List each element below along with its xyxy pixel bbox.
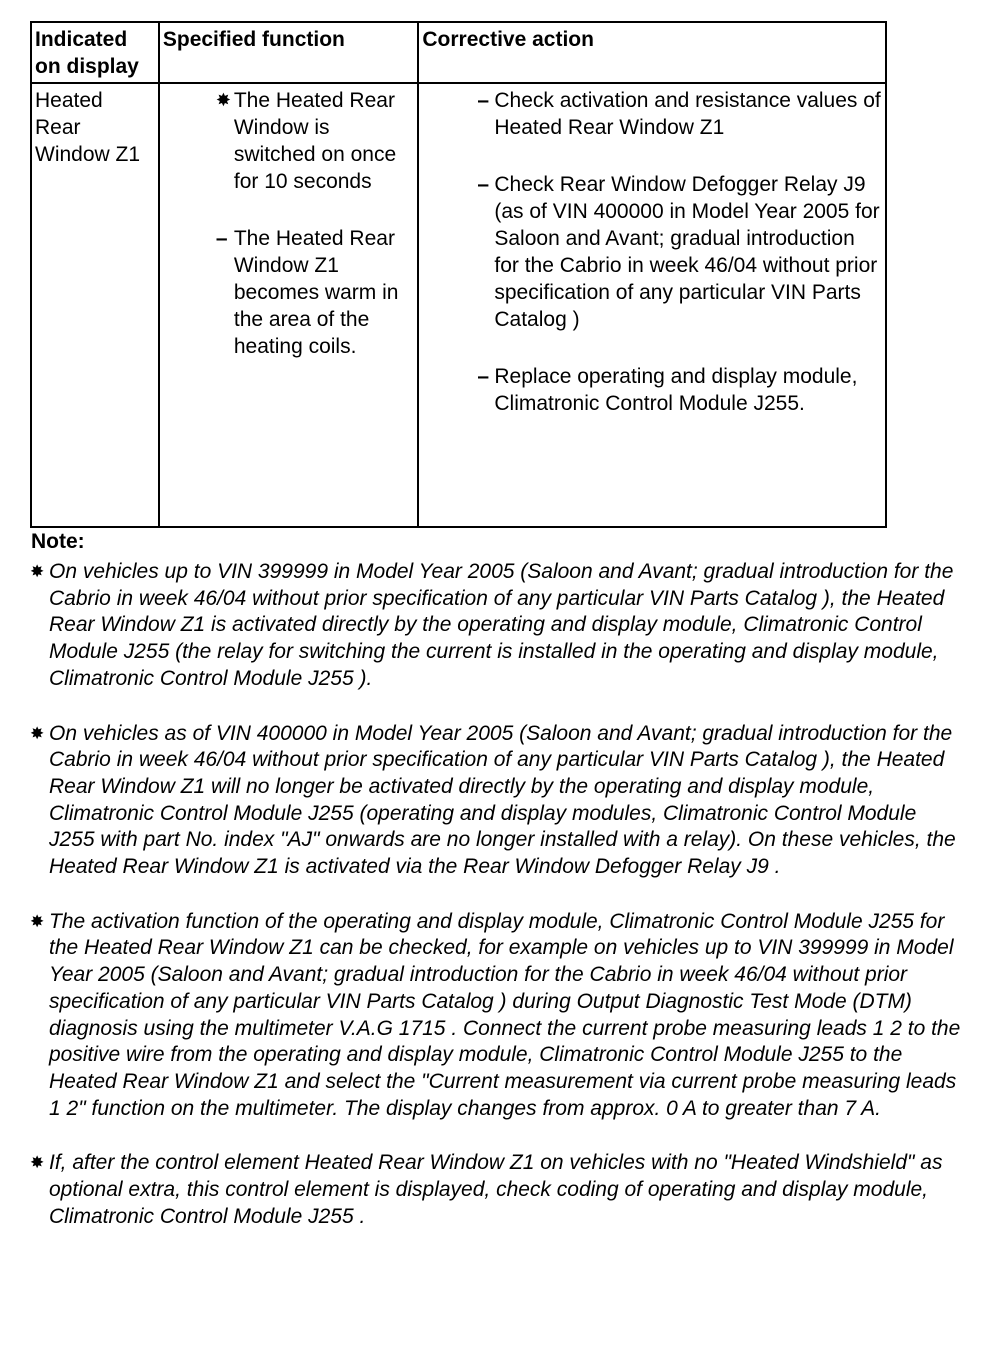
- note-list: [30, 559, 965, 1258]
- dash-bullet-icon: –: [477, 173, 490, 196]
- note-item: [30, 559, 965, 693]
- action-item: [422, 87, 881, 141]
- asterisk-bullet-icon: ✸: [30, 911, 45, 931]
- header-indicated-on-display: Indicated on display: [31, 22, 159, 83]
- function-text: The Heated Rear Window Z1 becomes warm in the area of the heating coils.: [233, 227, 399, 358]
- note-text: On vehicles as of VIN 400000 in Model Year 2005 (Saloon and Avant; gradual introduction for the Cabrio in week 46/04 without prior specification of any particular VIN Parts Catalog ), the Heated Rear Window Z1 will no longer be activated directly by the operating and display module, Climatronic Control Module J255 (operating and display modules, Climatronic Control Module J255 with part No. index "AJ" onwards are no longer installed with a relay). On these vehicles, the Heated Rear Window Z1 is activated via the Rear Window Defogger Relay J9 .: [49, 721, 956, 879]
- cell-indicated: Heated Rear Window Z1: [31, 83, 159, 527]
- table-header-row: [31, 22, 886, 83]
- action-text: Replace operating and display module, Climatronic Control Module J255.: [494, 365, 858, 415]
- cell-specified-function: [159, 83, 419, 527]
- note-item: [30, 909, 965, 1123]
- note-text: On vehicles up to VIN 399999 in Model Year 2005 (Saloon and Avant; gradual introduction for the Cabrio in week 46/04 without prior specification of any particular VIN Parts Catalog ), the Heated Rear Window Z1 is activated directly by the operating and display module, Climatronic Control Module J255 (the relay for switching the current is installed in the operating and display module, Climatronic Control Module J255 ).: [49, 560, 954, 690]
- cell-corrective-action: [418, 83, 886, 527]
- diagnosis-table: [30, 21, 887, 528]
- action-item: [422, 171, 881, 333]
- action-text: Check Rear Window Defogger Relay J9 (as of VIN 400000 in Model Year 2005 for Saloon and Avant; gradual introduction for the Cabrio in week 46/04 without prior specification of any particular VIN Parts Catalog ): [494, 173, 880, 331]
- function-item: [163, 225, 414, 360]
- action-item: [422, 363, 881, 417]
- function-item: [163, 87, 414, 195]
- header-corrective-action: Corrective action: [418, 22, 886, 83]
- asterisk-bullet-icon: ✸: [215, 90, 231, 110]
- note-item: [30, 721, 965, 881]
- dash-bullet-icon: –: [215, 227, 228, 250]
- asterisk-bullet-icon: ✸: [30, 1153, 45, 1173]
- note-text: If, after the control element Heated Rear Window Z1 on vehicles with no "Heated Windshield" as optional extra, this control element is displayed, check coding of operating and display module, Climatronic Control Module J255 .: [49, 1151, 943, 1228]
- dash-bullet-icon: –: [477, 89, 490, 112]
- note-heading: Note:: [31, 530, 85, 553]
- dash-bullet-icon: –: [477, 365, 490, 388]
- header-specified-function: Specified function: [159, 22, 419, 83]
- action-text: Check activation and resistance values of Heated Rear Window Z1: [494, 89, 881, 139]
- asterisk-bullet-icon: ✸: [30, 562, 45, 581]
- function-text: The Heated Rear Window is switched on once for 10 seconds: [233, 89, 397, 193]
- note-item: [30, 1150, 965, 1230]
- note-text: The activation function of the operating and display module, Climatronic Control Module J255 for the Heated Rear Window Z1 can be checked, for example on vehicles up to VIN 399999 in Model Year 2005 (Saloon and Avant; gradual introduction for the Cabrio in week 46/04 without prior specification of any particular VIN Parts Catalog ) during Output Diagnostic Test Mode (DTM) diagnosis using the multimeter V.A.G 1715 . Connect the current probe measuring leads 1 2 to the positive wire from the operating and display module, Climatronic Control Module J255 to the Heated Rear Window Z1 and select the "Current measurement via current probe measuring leads 1 2" function on the multimeter. The display changes from approx. 0 A to greater than 7 A.: [49, 909, 961, 1120]
- table-row: [31, 83, 886, 527]
- asterisk-bullet-icon: ✸: [30, 723, 45, 743]
